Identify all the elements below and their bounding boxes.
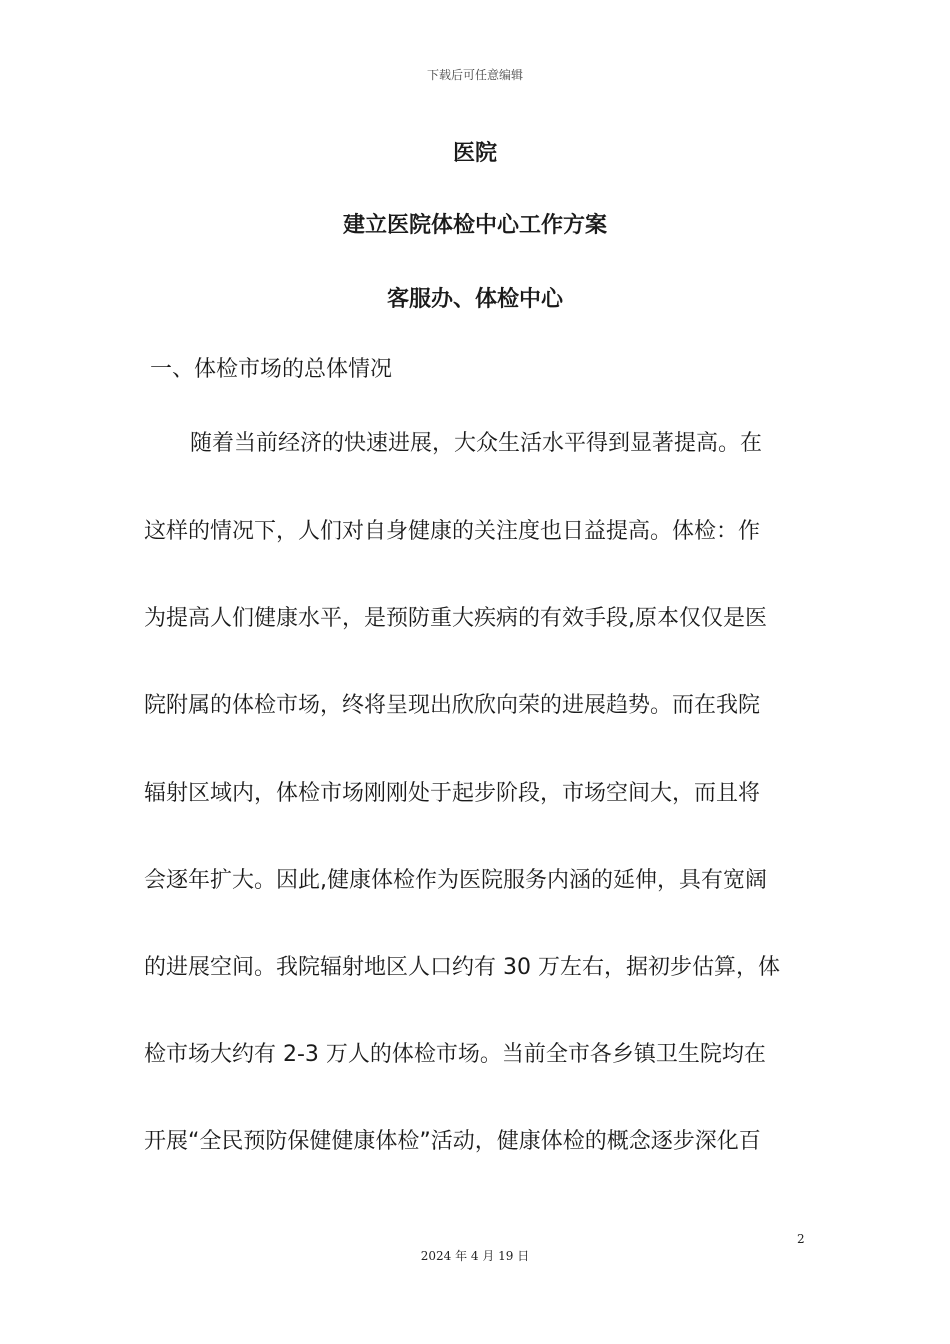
document-title: 建立医院体检中心工作方案	[342, 213, 607, 238]
paragraph-line: 这样的情况下，人们对自身健康的关注度也日益提高。体检：作	[144, 519, 761, 544]
paragraph-line: 院附属的体检市场，终将呈现出欣欣向荣的进展趋势。而在我院	[144, 693, 761, 718]
document-subtitle-departments: 客服办、体检中心	[386, 287, 563, 312]
paragraph-line: 检市场大约有 2-3 万人的体检市场。当前全市各乡镇卫生院均在	[144, 1042, 766, 1067]
footer-date: 2024 年 4 月 19 日	[420, 1249, 530, 1263]
paragraph-line: 的进展空间。我院辐射地区人口约有 30 万左右，据初步估算，体	[144, 955, 780, 980]
header-note: 下载后可任意编辑	[426, 68, 523, 82]
paragraph-line: 开展“全民预防保健健康体检”活动，健康体检的概念逐步深化百	[144, 1129, 761, 1154]
paragraph-line: 为提高人们健康水平，是预防重大疾病的有效手段,原本仅仅是医	[144, 606, 767, 631]
paragraph-line: 随着当前经济的快速进展，大众生活水平得到显著提高。在	[190, 431, 763, 456]
paragraph-line: 辐射区域内，体检市场刚刚处于起步阶段，市场空间大，而且将	[144, 781, 761, 806]
section-heading: 一、体检市场的总体情况	[150, 357, 393, 382]
page-number: 2	[797, 1232, 805, 1246]
paragraph-line: 会逐年扩大。因此,健康体检作为医院服务内涵的延伸，具有宽阔	[144, 868, 767, 893]
document-title-organization: 医院	[452, 141, 497, 166]
